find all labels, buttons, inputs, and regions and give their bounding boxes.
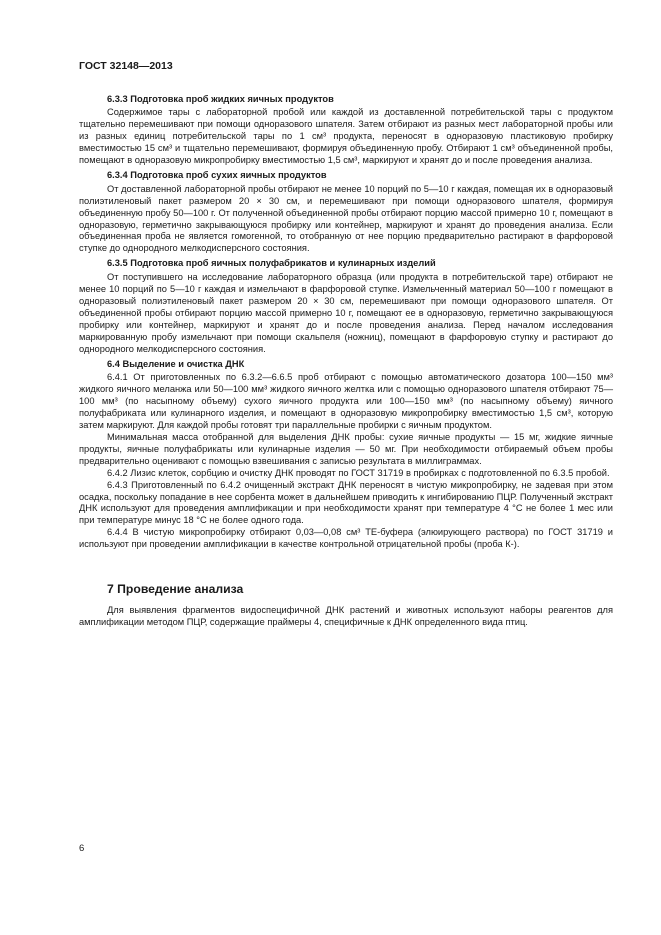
paragraph-6-3-3: Содержимое тары с лабораторной пробой или каждой из доставленной потребительской тары с продуктом тщательно перемешивают при помощи одноразового шпателя. Затем отбирают из разных мест лабораторной пробы или из разных единиц потребительской тары по 1 см³ продукта, переносят в одноразовую пластиковую пробирку вместимостью 15 см³ и тщательно перемешивают, формируя объединенную пробу. Отбирают 1 см³ объединенной пробы, помещают в одноразовую микропробирку вместимостью 1,5 см³, маркируют и хранят до и после проведения анализа. — [79, 107, 613, 166]
paragraph-6-4-1-mass: Минимальная масса отобранной для выделения ДНК пробы: сухие яичные продукты — 15 мг, жидкие яичные продукты, яичные полуфабрикаты или кулинарные изделия — 50 мг. При необходимости отбираемый объем пробы предварительно оценивают с помощью взвешивания с записью результата в миллиграммах. — [79, 431, 613, 466]
paragraph-7: Для выявления фрагментов видоспецифичной ДНК растений и животных используют наборы реагентов для амплификации методом ПЦР, содержащие праймеры 4, специфичные к ДНК определенного вида птиц. — [79, 605, 613, 628]
document-header: ГОСТ 32148—2013 — [79, 60, 173, 72]
document-body — [79, 94, 613, 629]
paragraph-6-4-3: 6.4.3 Приготовленный по 6.4.2 очищенный экстракт ДНК переносят в чистую микропробирку, не задевая при этом осадка, поскольку попадание в нее сорбента может в дальнейшем приводить к ингибированию ПЦР. Полученный экстракт ДНК используют для проведения амплификации и при необходимости хранят при температуре 4 °С не более 1 мес или при температуре минус 18 °С не более одного года. — [79, 479, 613, 526]
page-number: 6 — [79, 843, 85, 854]
heading-6-3-3: 6.3.3 Подготовка проб жидких яичных продуктов — [107, 94, 334, 104]
paragraph-6-4-1: 6.4.1 От приготовленных по 6.3.2—6.6.5 проб отбирают с помощью автоматического дозатора 100—150 мм³ жидкого яичного меланжа или 50—100 мм³ жидкого яичного желтка или с помощью одноразового шпателя отбирают 75—100 мм³ (по насыпному объему) сухого яичного продукта или 100—150 мм³ (по насыпному объему) яичного полуфабриката или кулинарного изделия, и помещают в одноразовую микропробирку вместимостью 1,5 см³, которую затем маркируют. Для каждой пробы готовят три параллельные пробирки с яичным продуктом. — [79, 371, 613, 430]
section-title-7: 7 Проведение анализа — [107, 582, 244, 597]
paragraph-6-4-2: 6.4.2 Лизис клеток, сорбцию и очистку ДНК проводят по ГОСТ 31719 в пробирках с подготовленной по 6.3.5 пробой. — [107, 467, 610, 478]
heading-6-3-5: 6.3.5 Подготовка проб яичных полуфабрикатов и кулинарных изделий — [107, 258, 436, 269]
paragraph-6-4-4: 6.4.4 В чистую микропробирку отбирают 0,03—0,08 см³ ТЕ-буфера (элюирующего раствора) по ГОСТ 31719 и используют при проведении амплификации в качестве контрольной отрицательной пробы (проба К-). — [79, 527, 613, 550]
paragraph-6-3-4: От доставленной лабораторной пробы отбирают не менее 10 порций по 5—10 г каждая, помещая их в одноразовый полиэтиленовый пакет размером 20 × 30 см, и перемешивают при помощи одноразового шпателя, формируя объединенную пробу 50—100 г. От полученной объединенной пробы отбирают порцию массой примерно 10 г, помещают в одноразовую, герметично закрывающуюся пробирку или контейнер, маркируют и хранят до проведения анализа. Если объединенная проба не является гомогенной, то отобранную от нее порцию предварительно растирают в фарфоровой ступке до однородного мелкодисперсного состояния. — [79, 183, 613, 254]
paragraph-6-3-5: От поступившего на исследование лабораторного образца (или продукта в потребительской таре) отбирают не менее 10 порций по 5—10 г каждая и измельчают в фарфоровой ступке. Измельченный материал 50—100 г помещают в одноразовый полиэтиленовый пакет размером 20 × 30 см, перемешивают при помощи одноразового шпателя. От объединенной пробы отбирают порцию массой примерно 10 г, помещают ее в одноразовую, герметично закрывающуюся пробирку или контейнер, маркируют и хранят до и после проведения анализа. Перед началом исследования маркированную пробу измельчают при помощи скальпеля (ножниц), помещают в фарфоровую ступку и растирают до однородного мелкодисперсного состояния. — [79, 271, 613, 354]
heading-6-3-4: 6.3.4 Подготовка проб сухих яичных продуктов — [107, 170, 327, 181]
heading-6-4: 6.4 Выделение и очистка ДНК — [107, 358, 245, 369]
